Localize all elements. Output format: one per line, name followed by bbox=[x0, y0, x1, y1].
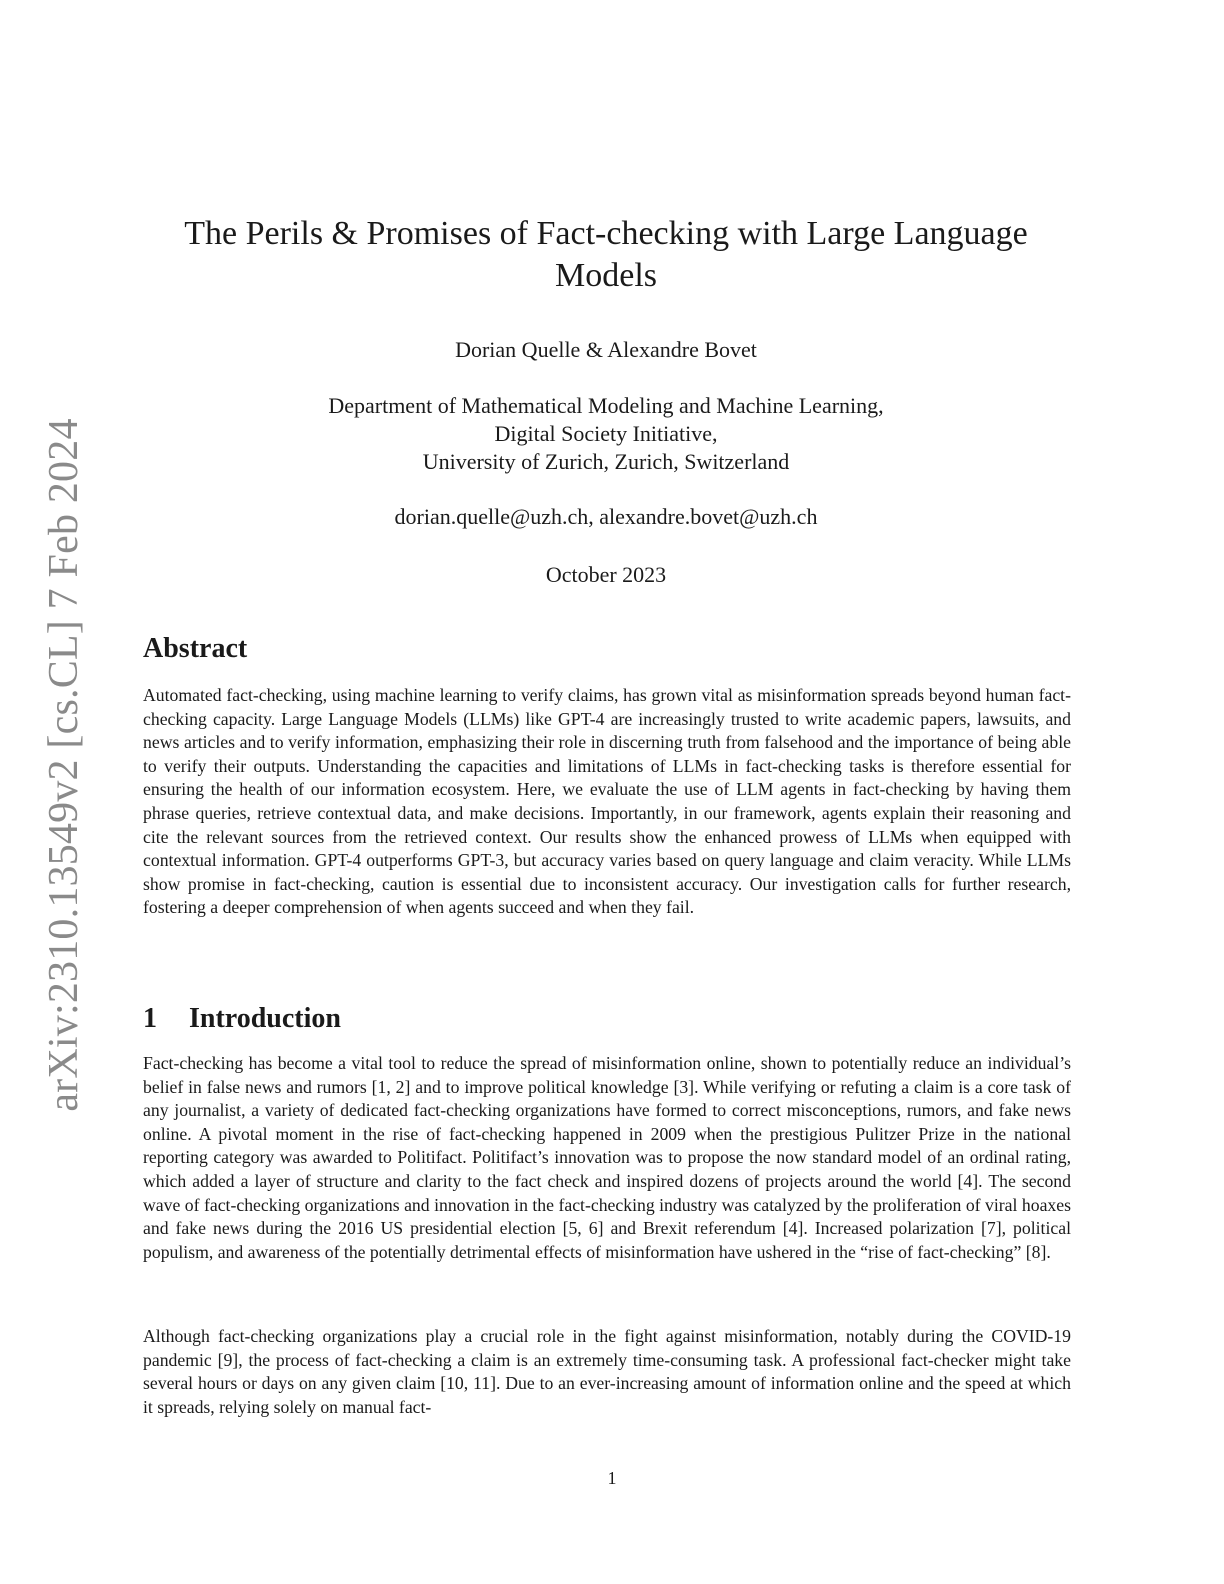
introduction-paragraph: Fact-checking has become a vital tool to reduce the spread of misinformation online, shown to potentially reduce an individual’s belief in false news and rumors [1, 2] and to improve political knowledge [3]. While verifying or refuting a claim is a core task of any journalist, a variety of dedicated fact-checking organizations have formed to correct misconceptions, rumors, and fake news online. A pivotal moment in the rise of fact-checking happened in 2009 when the prestigious Pulitzer Prize in the national reporting category was awarded to Politifact. Politifact’s innovation was to propose the now standard model of an ordinal rating, which added a layer of structure and clarity to the fact check and inspired dozens of projects around the world [4]. The second wave of fact-checking organizations and innovation in the fact-checking industry was catalyzed by the proliferation of viral hoaxes and fake news during the 2016 US presidential election [5, 6] and Brexit referendum [4]. Increased polarization [7], political populism, and awareness of the potentially detrimental effects of misinformation have ushered in the “rise of fact-checking” [8]. bbox=[143, 1053, 1071, 1262]
affiliation-line: Department of Mathematical Modeling and Machine Learning, bbox=[328, 393, 884, 418]
affiliation bbox=[150, 392, 1062, 476]
affiliation-line: University of Zurich, Zurich, Switzerland bbox=[422, 449, 790, 474]
page-number: 1 bbox=[607, 1468, 617, 1488]
introduction-paragraph: Although fact-checking organizations play a crucial role in the fight against misinformation, notably during the COVID-19 pandemic [9], the process of fact-checking a claim is an extremely time-consuming task. A professional fact-checker might take several hours or days on any given claim [10, 11]. Due to an ever-increasing amount of information online and the speed at which it spreads, relying solely on manual fact- bbox=[143, 1326, 1071, 1417]
affiliation-line: Digital Society Initiative, bbox=[494, 421, 718, 446]
arxiv-identifier-stamp: arXiv:2310.13549v2 [cs.CL] 7 Feb 2024 bbox=[41, 418, 87, 1112]
section-number: 1 bbox=[143, 1003, 157, 1034]
abstract-body: Automated fact-checking, using machine learning to verify claims, has grown vital as misinformation spreads beyond human fact-checking capacity. Large Language Models (LLMs) like GPT-4 are increasingly trusted to write academic papers, lawsuits, and news articles and to verify information, emphasizing their role in discerning truth from falsehood and the importance of being able to verify their outputs. Understanding the capacities and limitations of LLMs in fact-checking tasks is therefore essential for ensuring the health of our information ecosystem. Here, we evaluate the use of LLM agents in fact-checking by having them phrase queries, retrieve contextual data, and make decisions. Importantly, in our framework, agents explain their reasoning and cite the relevant sources from the retrieved context. Our results show the enhanced prowess of LLMs when equipped with contextual information. GPT-4 outperforms GPT-3, but accuracy varies based on query language and claim veracity. While LLMs show promise in fact-checking, caution is essential due to inconsistent accuracy. Our investigation calls for further research, fostering a deeper comprehension of when agents succeed and when they fail. bbox=[143, 685, 1071, 918]
section-title: Introduction bbox=[189, 1003, 341, 1034]
introduction-heading bbox=[143, 1003, 341, 1035]
publication-date: October 2023 bbox=[545, 562, 667, 587]
abstract-heading: Abstract bbox=[143, 633, 248, 664]
author-emails: dorian.quelle@uzh.ch, alexandre.bovet@uzh.ch bbox=[394, 504, 818, 529]
authors: Dorian Quelle & Alexandre Bovet bbox=[455, 337, 757, 362]
paper-title: The Perils & Promises of Fact-checking with Large Language Models bbox=[184, 215, 1028, 294]
